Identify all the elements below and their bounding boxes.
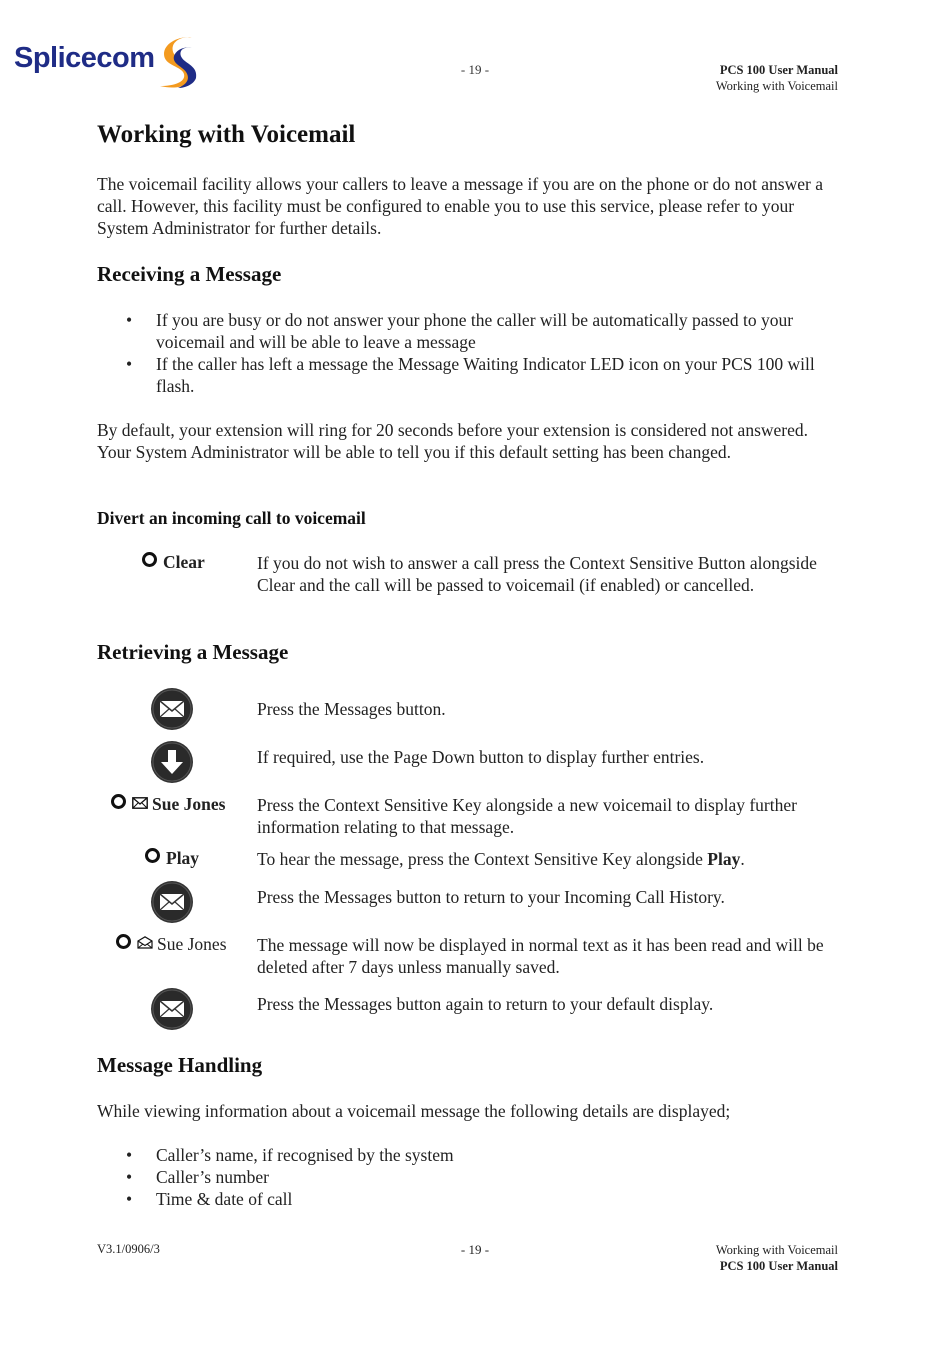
context-key-icon xyxy=(145,848,160,863)
sue-jones-plain-text: Sue Jones xyxy=(157,934,227,954)
splicecom-logo xyxy=(12,30,202,92)
context-key-icon xyxy=(142,552,157,567)
page-title: Working with Voicemail xyxy=(97,121,356,148)
context-key-icon xyxy=(111,794,126,809)
page-down-button-icon xyxy=(150,740,194,784)
footer-page-number: - 19 - xyxy=(460,1242,490,1257)
sue-jones-read-key-label xyxy=(116,934,227,955)
clear-key-label xyxy=(142,552,205,573)
divert-heading: Divert an incoming call to voicemail xyxy=(97,508,366,528)
header-page-number: - 19 - xyxy=(460,62,490,77)
intro-paragraph: The voicemail facility allows your callers to leave a message if you are on the phone or do not answer a call. However, this facility must be configured to enable you to use this service, please refer to your System Administrator for further details. xyxy=(97,174,823,238)
handling-bullet-list xyxy=(97,1144,842,1210)
step-play-text-bold: Play xyxy=(707,849,741,869)
messages-button-icon xyxy=(150,687,194,731)
divert-text: If you do not wish to answer a call press the Context Sensitive Button alongside Clear and the call will be passed to voicemail (if enabled) or cancelled. xyxy=(257,553,817,595)
step-page-down-text: If required, use the Page Down button to display further entries. xyxy=(257,747,705,767)
footer-section-title: Working with Voicemail xyxy=(715,1243,838,1257)
logo-text: Splicecom xyxy=(14,42,155,74)
retrieving-heading: Retrieving a Message xyxy=(97,640,289,664)
step-messages-text: Press the Messages button. xyxy=(257,699,446,719)
step-play-text-post: . xyxy=(740,849,745,869)
handling-intro: While viewing information about a voicemail message the following details are displayed; xyxy=(97,1101,731,1121)
default-ring-paragraph: By default, your extension will ring for 20 seconds before your extension is considered not answered. Your System Administrator will be able to tell you if this default setting has been changed. xyxy=(97,420,809,462)
envelope-closed-icon xyxy=(132,797,148,809)
step-return-default-text: Press the Messages button again to return to your default display. xyxy=(257,994,714,1014)
play-label-text: Play xyxy=(166,848,200,868)
header-section-title: Working with Voicemail xyxy=(715,79,838,93)
messages-button-icon xyxy=(150,880,194,924)
handling-heading: Message Handling xyxy=(97,1053,263,1077)
envelope-open-icon xyxy=(137,936,153,949)
list-item: • If the caller has left a message the Message Waiting Indicator LED icon on your PCS 100 will flash. xyxy=(97,353,842,397)
list-item: • Caller’s number xyxy=(97,1166,842,1188)
header-right xyxy=(716,62,838,94)
list-item: • Time & date of call xyxy=(97,1188,842,1210)
step-play-text xyxy=(257,848,847,870)
list-item: • If you are busy or do not answer your phone the caller will be automatically passed to your voicemail and will be able to leave a message xyxy=(97,309,842,353)
footer-right xyxy=(716,1242,838,1274)
step-return-history-text: Press the Messages button to return to your Incoming Call History. xyxy=(257,887,725,907)
sue-jones-new-key-label xyxy=(111,794,225,815)
receiving-heading: Receiving a Message xyxy=(97,262,282,286)
sue-jones-bold-text: Sue Jones xyxy=(152,794,226,814)
footer-version: V3.1/0906/3 xyxy=(97,1242,160,1256)
step-select-voicemail-text: Press the Context Sensitive Key alongside a new voicemail to display further information relating to that message. xyxy=(257,795,797,837)
messages-button-icon xyxy=(150,987,194,1031)
clear-label-text: Clear xyxy=(163,552,205,572)
receiving-bullet-list xyxy=(97,309,842,397)
list-item: • Caller’s name, if recognised by the system xyxy=(97,1144,842,1166)
play-key-label xyxy=(145,848,199,869)
step-read-message-text: The message will now be displayed in normal text as it has been read and will be deleted after 7 days unless manually saved. xyxy=(257,935,824,977)
step-play-text-pre: To hear the message, press the Context Sensitive Key alongside xyxy=(257,849,708,869)
footer-manual-title: PCS 100 User Manual xyxy=(719,1259,838,1273)
header-manual-title: PCS 100 User Manual xyxy=(719,63,838,77)
context-key-icon xyxy=(116,934,131,949)
